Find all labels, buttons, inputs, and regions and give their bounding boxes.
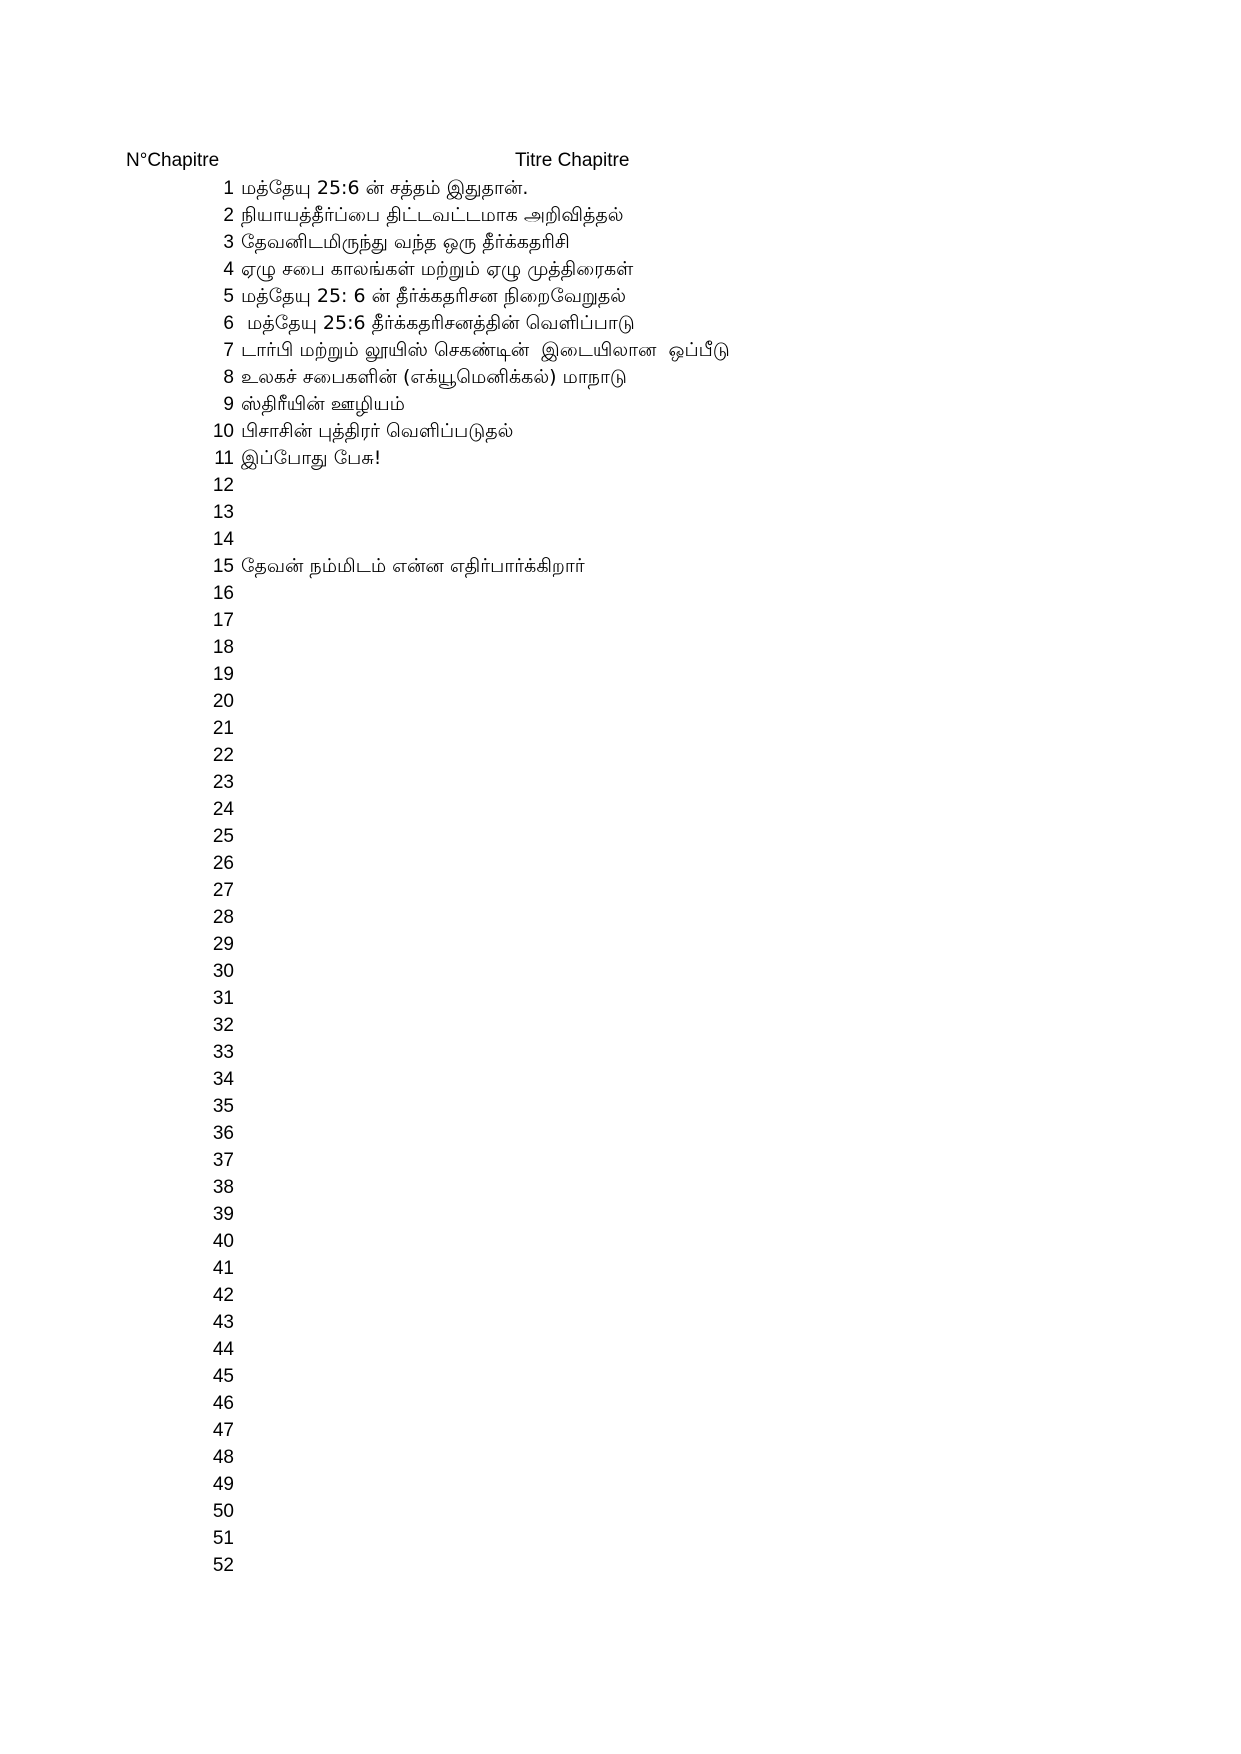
table-row [0, 1282, 1241, 1309]
chapter-number: 29 [212, 934, 234, 955]
chapter-number: 46 [212, 1393, 234, 1414]
table-row [0, 472, 1241, 499]
table-row [0, 553, 1241, 580]
table-row [0, 661, 1241, 688]
chapter-title: ஸ்திரீயின் ஊழியம் [241, 393, 405, 415]
table-row [0, 1039, 1241, 1066]
table-row [0, 796, 1241, 823]
chapter-number: 34 [212, 1069, 234, 1090]
table-row [0, 1201, 1241, 1228]
table-row [0, 229, 1241, 256]
table-row [0, 1552, 1241, 1579]
chapter-number: 21 [212, 718, 234, 739]
chapter-number: 45 [212, 1366, 234, 1387]
table-row [0, 580, 1241, 607]
table-header [0, 148, 1241, 174]
chapter-number: 12 [212, 475, 234, 496]
table-row [0, 985, 1241, 1012]
chapter-number: 22 [212, 745, 234, 766]
chapter-number: 44 [212, 1339, 234, 1360]
chapter-title: உலகச் சபைகளின் (எக்யூமெனிக்கல்) மாநாடு [241, 366, 627, 388]
chapter-number: 9 [223, 394, 234, 415]
chapter-number: 18 [212, 637, 234, 658]
chapter-title: ஏழு சபை காலங்கள் மற்றும் ஏழு முத்திரைகள் [241, 258, 634, 280]
chapter-title: தேவனிடமிருந்து வந்த ஒரு தீர்க்கதரிசி [241, 231, 570, 253]
chapter-number: 38 [212, 1177, 234, 1198]
chapter-number: 26 [212, 853, 234, 874]
chapter-number: 14 [212, 529, 234, 550]
chapter-number: 30 [212, 961, 234, 982]
chapter-number: 3 [223, 232, 234, 253]
table-row [0, 364, 1241, 391]
table-row [0, 1309, 1241, 1336]
table-row [0, 823, 1241, 850]
table-row [0, 904, 1241, 931]
chapter-number: 49 [212, 1474, 234, 1495]
table-row [0, 958, 1241, 985]
table-row [0, 526, 1241, 553]
chapter-number: 2 [223, 205, 234, 226]
column-header-chapter-title: Titre Chapitre [515, 150, 630, 171]
chapter-number: 28 [212, 907, 234, 928]
chapter-title: மத்தேயு 25:6 ன் சத்தம் இதுதான். [241, 177, 529, 199]
chapter-number: 16 [212, 583, 234, 604]
chapter-number: 43 [212, 1312, 234, 1333]
chapter-number: 35 [212, 1096, 234, 1117]
chapter-title: பிசாசின் புத்திரர் வெளிப்படுதல் [241, 420, 514, 442]
chapter-number: 11 [214, 448, 234, 469]
chapter-table [0, 175, 1241, 1579]
table-row [0, 877, 1241, 904]
table-row [0, 1066, 1241, 1093]
chapter-number: 52 [212, 1555, 234, 1576]
table-row [0, 688, 1241, 715]
table-row [0, 499, 1241, 526]
table-row [0, 1525, 1241, 1552]
chapter-number: 5 [223, 286, 234, 307]
table-row [0, 445, 1241, 472]
chapter-number: 17 [212, 610, 234, 631]
table-row [0, 283, 1241, 310]
table-row [0, 1363, 1241, 1390]
chapter-number: 25 [212, 826, 234, 847]
table-row [0, 1390, 1241, 1417]
chapter-number: 20 [212, 691, 234, 712]
chapter-number: 36 [212, 1123, 234, 1144]
table-row [0, 175, 1241, 202]
chapter-number: 10 [212, 421, 234, 442]
chapter-title: இப்போது பேசு! [241, 447, 382, 469]
chapter-number: 47 [212, 1420, 234, 1441]
table-row [0, 256, 1241, 283]
table-row [0, 1093, 1241, 1120]
chapter-number: 6 [223, 313, 234, 334]
chapter-number: 27 [212, 880, 234, 901]
chapter-number: 42 [212, 1285, 234, 1306]
table-row [0, 634, 1241, 661]
chapter-number: 13 [212, 502, 234, 523]
column-header-chapter-number: N°Chapitre [126, 150, 220, 171]
chapter-number: 4 [223, 259, 234, 280]
chapter-number: 1 [223, 178, 234, 199]
chapter-number: 37 [212, 1150, 234, 1171]
table-row [0, 1120, 1241, 1147]
chapter-number: 41 [212, 1258, 234, 1279]
table-row [0, 1336, 1241, 1363]
table-row [0, 310, 1241, 337]
table-row [0, 391, 1241, 418]
chapter-number: 50 [212, 1501, 234, 1522]
table-row [0, 1444, 1241, 1471]
table-row [0, 715, 1241, 742]
chapter-number: 40 [212, 1231, 234, 1252]
table-row [0, 1255, 1241, 1282]
table-row [0, 769, 1241, 796]
table-row [0, 1498, 1241, 1525]
table-row [0, 1012, 1241, 1039]
chapter-number: 19 [212, 664, 234, 685]
chapter-number: 39 [212, 1204, 234, 1225]
chapter-number: 15 [212, 556, 234, 577]
table-row [0, 202, 1241, 229]
table-row [0, 418, 1241, 445]
chapter-number: 23 [212, 772, 234, 793]
table-row [0, 931, 1241, 958]
chapter-title: மத்தேயு 25:6 தீர்க்கதரிசனத்தின் வெளிப்பாடு [241, 312, 635, 334]
chapter-number: 8 [223, 367, 234, 388]
table-row [0, 337, 1241, 364]
table-row [0, 1228, 1241, 1255]
chapter-number: 31 [212, 988, 234, 1009]
chapter-number: 51 [212, 1528, 234, 1549]
chapter-number: 33 [212, 1042, 234, 1063]
table-row [0, 1147, 1241, 1174]
table-row [0, 1471, 1241, 1498]
chapter-number: 32 [212, 1015, 234, 1036]
chapter-title: நியாயத்தீர்ப்பை திட்டவட்டமாக அறிவித்தல் [241, 204, 624, 226]
chapter-title: தேவன் நம்மிடம் என்ன எதிர்பார்க்கிறார் [241, 555, 585, 577]
chapter-title: டார்பி மற்றும் லூயிஸ் செகண்டின் இடையிலான ஒப்பீடு [241, 339, 730, 361]
table-row [0, 607, 1241, 634]
table-row [0, 742, 1241, 769]
table-row [0, 1417, 1241, 1444]
table-row [0, 1174, 1241, 1201]
chapter-number: 24 [212, 799, 234, 820]
chapter-title: மத்தேயு 25: 6 ன் தீர்க்கதரிசன நிறைவேறுதல் [241, 285, 627, 307]
table-row [0, 850, 1241, 877]
chapter-number: 7 [223, 340, 234, 361]
chapter-number: 48 [212, 1447, 234, 1468]
